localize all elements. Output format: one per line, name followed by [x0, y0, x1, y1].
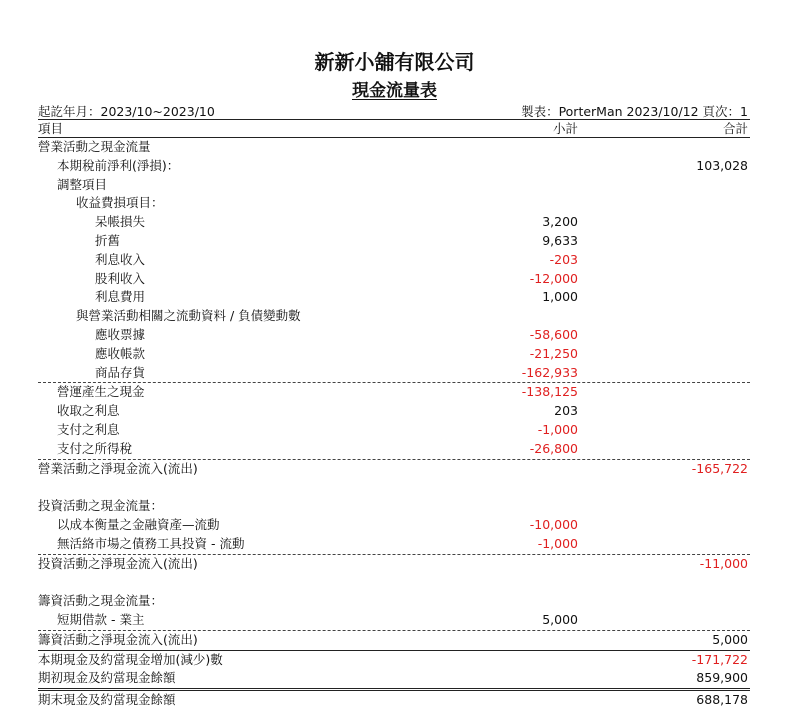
- row-label: 期末現金及約當現金餘額: [38, 692, 176, 708]
- prepared-label: 製表：PorterMan 2023/10/12 頁次：1: [521, 104, 748, 119]
- table-row: [38, 497, 750, 516]
- table-row: [38, 573, 750, 592]
- row-subtotal: -58,600: [529, 326, 578, 342]
- row-label: 應收票據: [95, 326, 146, 342]
- table-row: [38, 213, 750, 232]
- row-label: 營業活動之淨現金流入(流出): [38, 460, 198, 476]
- row-label: 與營業活動相關之流動資料 / 負債變動數: [76, 308, 301, 324]
- row-label: 籌資活動之現金流量：: [38, 593, 164, 609]
- row-subtotal: 5,000: [542, 611, 578, 627]
- row-label: 短期借款 - 業主: [57, 611, 145, 627]
- table-row: [38, 345, 750, 364]
- row-label: 支付之利息: [57, 421, 120, 437]
- table-row: [38, 440, 750, 460]
- row-total: 688,178: [696, 692, 748, 708]
- table-row: [38, 555, 750, 574]
- row-subtotal: -162,933: [521, 364, 578, 380]
- header-item: 項目: [38, 121, 64, 136]
- row-subtotal: -10,000: [529, 516, 578, 532]
- row-label: 利息費用: [95, 289, 146, 305]
- row-label: 收取之利息: [57, 403, 120, 419]
- row-subtotal: -1,000: [537, 421, 578, 437]
- table-row: [38, 364, 750, 384]
- row-label: 呆帳損失: [95, 214, 146, 230]
- row-total: -171,722: [691, 651, 748, 667]
- table-row: [38, 651, 750, 670]
- table-row: [38, 326, 750, 345]
- row-subtotal: -138,125: [521, 384, 578, 400]
- table-body: [38, 138, 750, 710]
- row-subtotal: 9,633: [542, 232, 578, 248]
- company-name: 新新小舖有限公司: [314, 50, 475, 74]
- table-row: [38, 383, 750, 402]
- row-label: 營業活動之現金流量: [38, 139, 151, 154]
- row-total: -11,000: [699, 555, 748, 571]
- row-total: 5,000: [712, 631, 748, 647]
- row-label: 無活絡市場之債務工具投資 - 流動: [57, 535, 245, 551]
- header-total: 合計: [722, 121, 748, 136]
- row-label: 股利收入: [95, 270, 146, 286]
- table-row: [38, 307, 750, 326]
- row-subtotal: -12,000: [529, 270, 578, 286]
- table-header: [38, 119, 750, 138]
- row-label: 本期現金及約當現金增加(減少)數: [38, 651, 223, 667]
- row-total: 859,900: [696, 670, 748, 686]
- table-row: [38, 232, 750, 251]
- table-row: [38, 251, 750, 270]
- row-subtotal: -21,250: [529, 345, 578, 361]
- table-row: [38, 669, 750, 688]
- row-label: 投資活動之現金流量：: [38, 498, 164, 514]
- table-row: [38, 688, 750, 710]
- table-row: [38, 631, 750, 651]
- table-row: [38, 270, 750, 289]
- table-row: [38, 460, 750, 479]
- row-label: 收益費損項目：: [76, 195, 164, 211]
- row-label: 投資活動之淨現金流入(流出): [38, 555, 198, 571]
- row-label: 本期稅前淨利(淨損)：: [57, 157, 180, 173]
- report-title: [0, 76, 789, 101]
- row-label: 商品存貨: [95, 364, 146, 380]
- row-label: 折舊: [95, 232, 121, 248]
- table-row: [38, 176, 750, 195]
- row-label: 期初現金及約當現金餘額: [38, 670, 176, 686]
- row-total: -165,722: [691, 460, 748, 476]
- table-row: [38, 516, 750, 535]
- row-subtotal: -1,000: [537, 535, 578, 551]
- row-subtotal: 1,000: [542, 289, 578, 305]
- row-label: 籌資活動之淨現金流入(流出): [38, 631, 198, 647]
- row-subtotal: 3,200: [542, 214, 578, 230]
- row-subtotal: -203: [549, 251, 578, 267]
- row-label: 支付之所得稅: [57, 440, 133, 456]
- row-label: 調整項目: [57, 176, 108, 192]
- row-label: 營運產生之現金: [57, 384, 145, 400]
- row-label: 以成本衡量之金融資產—流動: [57, 516, 220, 532]
- header-subtotal: 小計: [552, 121, 578, 136]
- row-total: 103,028: [696, 157, 748, 173]
- row-subtotal: 203: [554, 403, 578, 419]
- report-title-text: 現金流量表: [352, 81, 437, 101]
- row-label: 利息收入: [95, 251, 146, 267]
- cash-flow-table: [38, 119, 750, 710]
- table-row: [38, 478, 750, 497]
- table-row: [38, 592, 750, 611]
- table-row: [38, 535, 750, 555]
- row-subtotal: -26,800: [529, 440, 578, 456]
- period-label: 起訖年月：2023/10~2023/10: [38, 104, 215, 119]
- table-row: [38, 611, 750, 631]
- table-row: [38, 138, 750, 157]
- table-row: [38, 288, 750, 307]
- row-label: 應收帳款: [95, 345, 146, 361]
- table-row: [38, 402, 750, 421]
- table-row: [38, 421, 750, 440]
- table-row: [38, 194, 750, 213]
- table-row: [38, 157, 750, 176]
